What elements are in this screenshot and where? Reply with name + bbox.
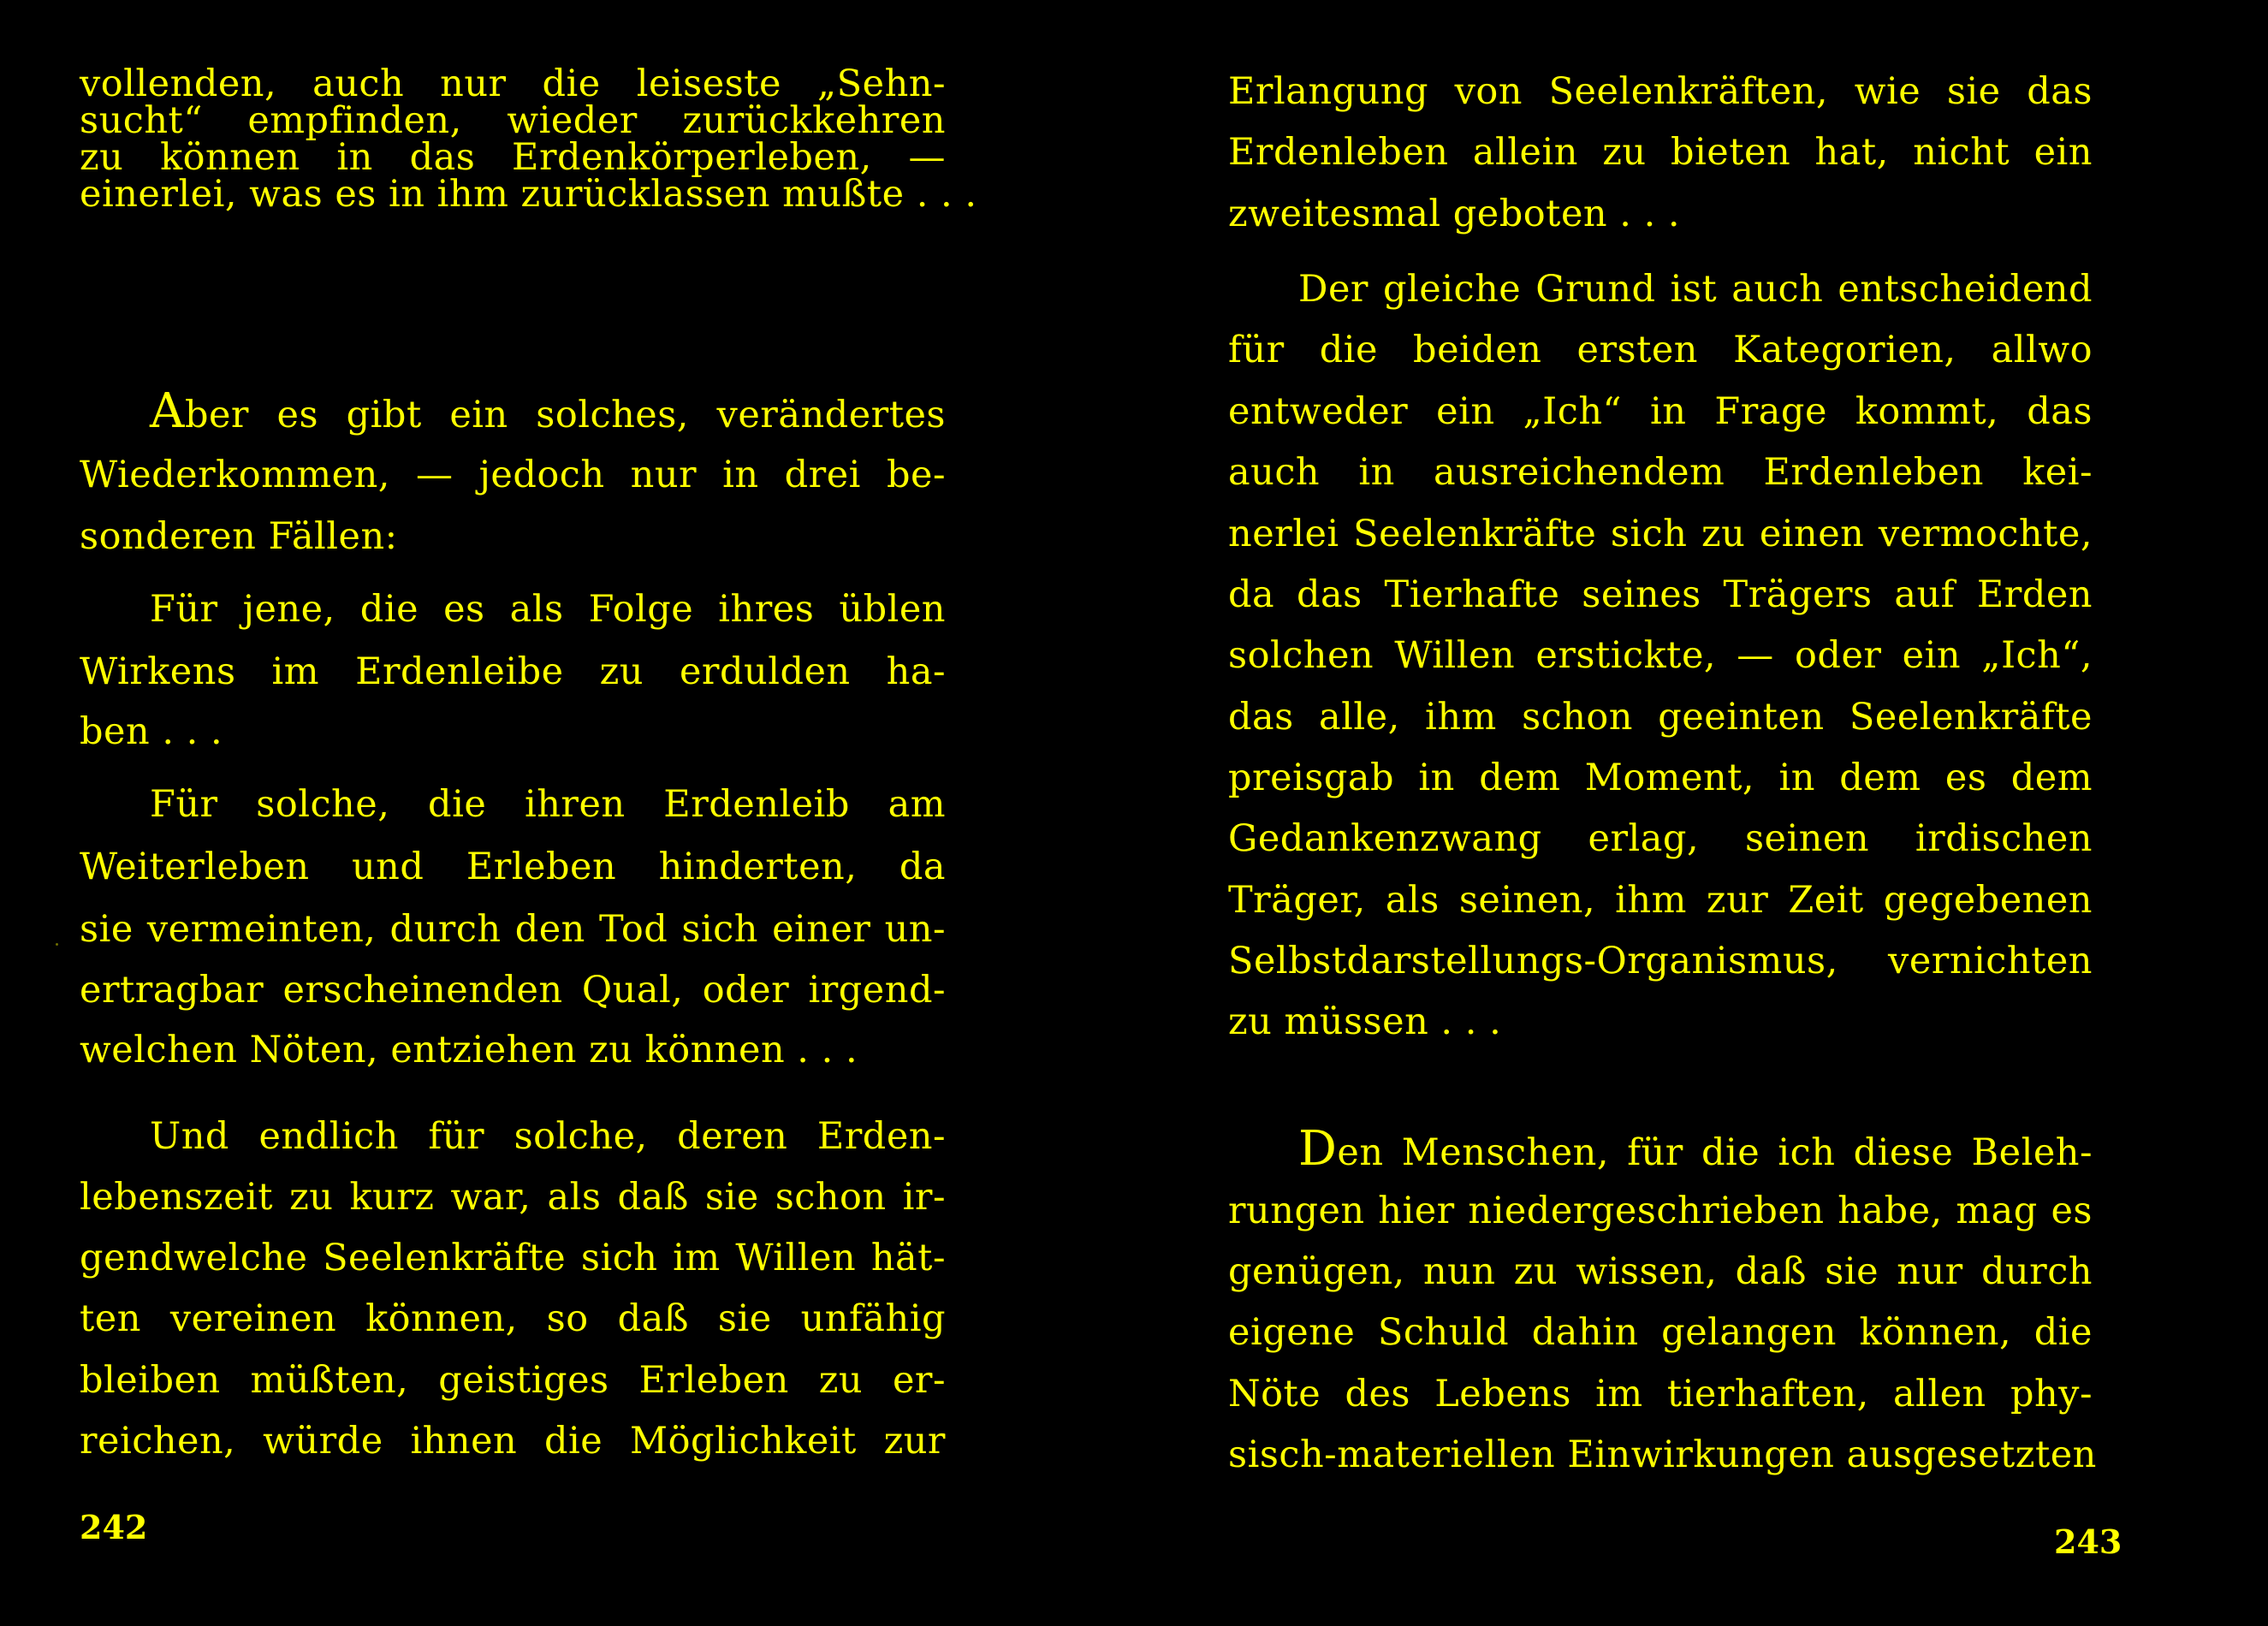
- text-line: das alle, ihm schon geeinten Seelenkräfte: [1228, 696, 2093, 739]
- text-line: genügen, nun zu wissen, daß sie nur durch: [1228, 1250, 2093, 1293]
- text-line: zu müssen . . .: [1228, 1000, 1502, 1043]
- page-number: 243: [2054, 1522, 2123, 1561]
- page-number: 242: [80, 1508, 148, 1546]
- text-line: welchen Nöten, entziehen zu können . . .: [80, 1029, 858, 1071]
- text-line: für die beiden ersten Kategorien, allwo: [1228, 329, 2093, 371]
- text-line: reichen, würde ihnen die Möglichkeit zur: [80, 1420, 946, 1463]
- text-line: bleiben müßten, geistiges Erleben zu er-: [80, 1359, 946, 1402]
- text-line: ertragbar erscheinenden Qual, oder irgend-: [80, 969, 946, 1012]
- text-line: ben . . .: [80, 710, 223, 753]
- text-line: entweder ein „Ich“ in Frage kommt, das: [1228, 390, 2093, 433]
- text-line: en Menschen, für die ich diese Beleh-: [1337, 1131, 2093, 1174]
- text-line: rungen hier niedergeschrieben habe, mag es: [1228, 1190, 2093, 1232]
- text-line: Erdenleben allein zu bieten hat, nicht ein: [1228, 131, 2093, 174]
- text-line: vollenden, auch nur die leiseste „Sehn-: [80, 62, 946, 105]
- text-line: ber es gibt ein solches, verändertes: [184, 394, 946, 436]
- text-line: Und endlich für solche, deren Erden-: [150, 1115, 946, 1158]
- text-line: zweitesmal geboten . . .: [1228, 193, 1681, 235]
- text-line: Nöte des Lebens im tierhaften, allen phy-: [1228, 1373, 2093, 1415]
- text-line: Selbstdarstellungs-Organismus, vernichten: [1228, 940, 2093, 982]
- text-line: eigene Schuld dahin gelangen können, die: [1228, 1311, 2093, 1354]
- drop-cap: A: [150, 383, 185, 439]
- text-line: lebenszeit zu kurz war, als daß sie schon ir-: [80, 1176, 946, 1219]
- stray-mark: [56, 943, 58, 946]
- text-line: Für solche, die ihren Erdenleib am: [150, 783, 946, 826]
- text-line: nerlei Seelenkräfte sich zu einen vermochte,: [1228, 513, 2093, 555]
- text-line: sucht“ empfinden, wieder zurückkehren: [80, 99, 946, 142]
- text-line: Für jene, die es als Folge ihres üblen: [150, 588, 946, 631]
- text-line: da das Tierhafte seines Trägers auf Erden: [1228, 573, 2093, 616]
- text-line: Gedankenzwang erlag, seinen irdischen: [1228, 817, 2093, 860]
- paragraph-first-line: [1298, 1121, 2093, 1177]
- text-line: auch in ausreichendem Erdenleben kei-: [1228, 451, 2093, 494]
- text-line: Der gleiche Grund ist auch entscheidend: [1298, 268, 2093, 311]
- text-line: Weiterleben und Erleben hinderten, da: [80, 846, 946, 888]
- text-line: preisgab in dem Moment, in dem es dem: [1228, 757, 2093, 799]
- text-line: zu können in das Erdenkörperleben, —: [80, 136, 946, 179]
- text-line: ten vereinen können, so daß sie unfähig: [80, 1297, 946, 1340]
- text-line: Träger, als seinen, ihm zur Zeit gegebenen: [1228, 879, 2093, 922]
- text-line: Wirkens im Erdenleibe zu erdulden ha-: [80, 650, 946, 693]
- drop-cap: D: [1298, 1121, 1338, 1177]
- right-page: [1134, 0, 2268, 1626]
- text-line: sie vermeinten, durch den Tod sich einer un-: [80, 908, 946, 951]
- text-line: gendwelche Seelenkräfte sich im Willen hät-: [80, 1237, 946, 1279]
- text-line: Erlangung von Seelenkräften, wie sie das: [1228, 70, 2093, 113]
- text-line: sonderen Fällen:: [80, 515, 398, 558]
- text-line: Wiederkommen, — jedoch nur in drei be-: [80, 454, 946, 496]
- paragraph-first-line: [150, 383, 946, 439]
- text-line: solchen Willen erstickte, — oder ein „Ich“,: [1228, 634, 2093, 677]
- text-line: einerlei, was es in ihm zurücklassen mußte . . .: [80, 173, 977, 216]
- text-line: sisch-materiellen Einwirkungen ausgesetzten: [1228, 1433, 2097, 1476]
